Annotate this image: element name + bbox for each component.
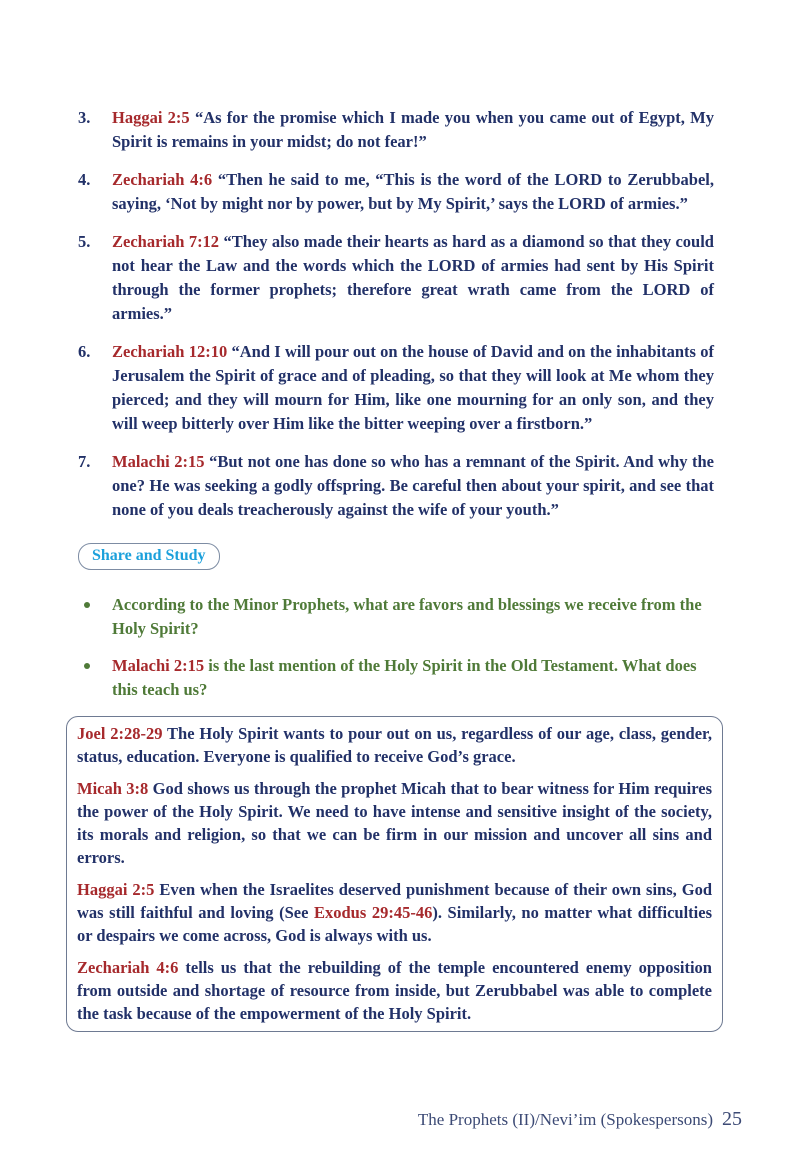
summary-paragraph: Micah 3:8 God shows us through the prophet Micah that to bear witness for Him requires the power of the Holy Spirit. We need to have intense and sensitive insight of the society, its morals and religion, so that we can be firm in our mission and uncover all sins and errors. bbox=[77, 779, 712, 867]
scripture-quote: “They also made their hearts as hard as a diamond so that they could not hear the Law and the words which the LORD of armies had sent by His Spirit through the former prophets; therefore great wrath came from the LORD of armies.” bbox=[112, 232, 714, 323]
scripture-item-7 bbox=[78, 450, 714, 522]
scripture-reference: Joel 2:28-29 bbox=[77, 724, 163, 743]
scripture-reference: Exodus 29:45-46 bbox=[314, 903, 433, 922]
scripture-reference: Malachi 2:15 bbox=[112, 452, 205, 471]
item-text bbox=[112, 230, 714, 326]
item-text bbox=[112, 106, 714, 154]
scripture-reference: Micah 3:8 bbox=[77, 779, 149, 798]
question-item bbox=[78, 593, 714, 641]
scripture-reference: Zechariah 4:6 bbox=[77, 958, 179, 977]
summary-box bbox=[66, 716, 723, 1032]
scripture-item-6 bbox=[78, 340, 714, 436]
summary-paragraph: Joel 2:28-29 The Holy Spirit wants to pour out on us, regardless of our age, class, gender, status, education. Everyone is qualified to receive God’s grace. bbox=[77, 724, 712, 766]
item-text bbox=[112, 450, 714, 522]
scripture-item-3 bbox=[78, 106, 714, 154]
scripture-quote: “But not one has done so who has a remnant of the Spirit. And why the one? He was seeking a godly offspring. Be careful then about your spirit, and see that none of you deals treacherously against the wife of your youth.” bbox=[112, 452, 714, 519]
bullet-icon bbox=[78, 593, 112, 641]
item-number: 7. bbox=[78, 452, 91, 471]
item-number: 6. bbox=[78, 342, 91, 361]
summary-paragraph: Zechariah 4:6 tells us that the rebuilding of the temple encountered enemy opposition from outside and shortage of resource from inside, but Zerubbabel was able to complete the task because of the empowerment of the Holy Spirit. bbox=[77, 958, 712, 1023]
scripture-reference: Haggai 2:5 bbox=[112, 108, 190, 127]
item-text bbox=[112, 340, 714, 436]
scripture-reference: Haggai 2:5 bbox=[77, 880, 155, 899]
question-list bbox=[78, 593, 714, 702]
scripture-item-4 bbox=[78, 168, 714, 216]
footer-chapter-title: The Prophets (II)/Nevi’im (Spokespersons) bbox=[417, 1110, 713, 1129]
scripture-quote: “Then he said to me, “This is the word of the LORD to Zerubbabel, saying, ‘Not by might nor by power, but by My Spirit,’ says the LORD of armies.” bbox=[112, 170, 714, 213]
scripture-quote: “And I will pour out on the house of David and on the inhabitants of Jerusalem the Spirit of grace and of pleading, so that they will look at Me whom they pierced; and they will mourn for Him, like one mourning for an only son, and they will weep bitterly over Him like the bitter weeping over a firstborn.” bbox=[112, 342, 714, 433]
page-number: 25 bbox=[722, 1108, 742, 1130]
item-number: 3. bbox=[78, 108, 91, 127]
question-text: According to the Minor Prophets, what are favors and blessings we receive from the Holy Spirit? bbox=[112, 595, 702, 638]
item-text bbox=[112, 168, 714, 216]
item-number: 4. bbox=[78, 170, 91, 189]
share-and-study-badge: Share and Study bbox=[78, 543, 220, 570]
scripture-quote: “As for the promise which I made you when you came out of Egypt, My Spirit is remains in your midst; do not fear!” bbox=[112, 108, 714, 151]
question-item bbox=[78, 654, 714, 702]
scripture-reference: Zechariah 7:12 bbox=[112, 232, 220, 251]
question-text: Malachi 2:15 is the last mention of the Holy Spirit in the Old Testament. What does this teach us? bbox=[112, 656, 697, 699]
page-footer bbox=[418, 1106, 742, 1133]
scripture-reference: Malachi 2:15 bbox=[112, 656, 205, 675]
scripture-reference: Zechariah 4:6 bbox=[112, 170, 213, 189]
page-content bbox=[78, 106, 714, 1032]
summary-paragraph: Haggai 2:5 Even when the Israelites deserved punishment because of their own sins, God was still faithful and loving (See Exodus 29:45-46). Similarly, no matter what difficulties or despairs we come across, God is always with us. bbox=[77, 880, 712, 945]
scripture-reference: Zechariah 12:10 bbox=[112, 342, 228, 361]
bullet-icon bbox=[78, 654, 112, 702]
scripture-item-5 bbox=[78, 230, 714, 326]
item-number: 5. bbox=[78, 232, 91, 251]
